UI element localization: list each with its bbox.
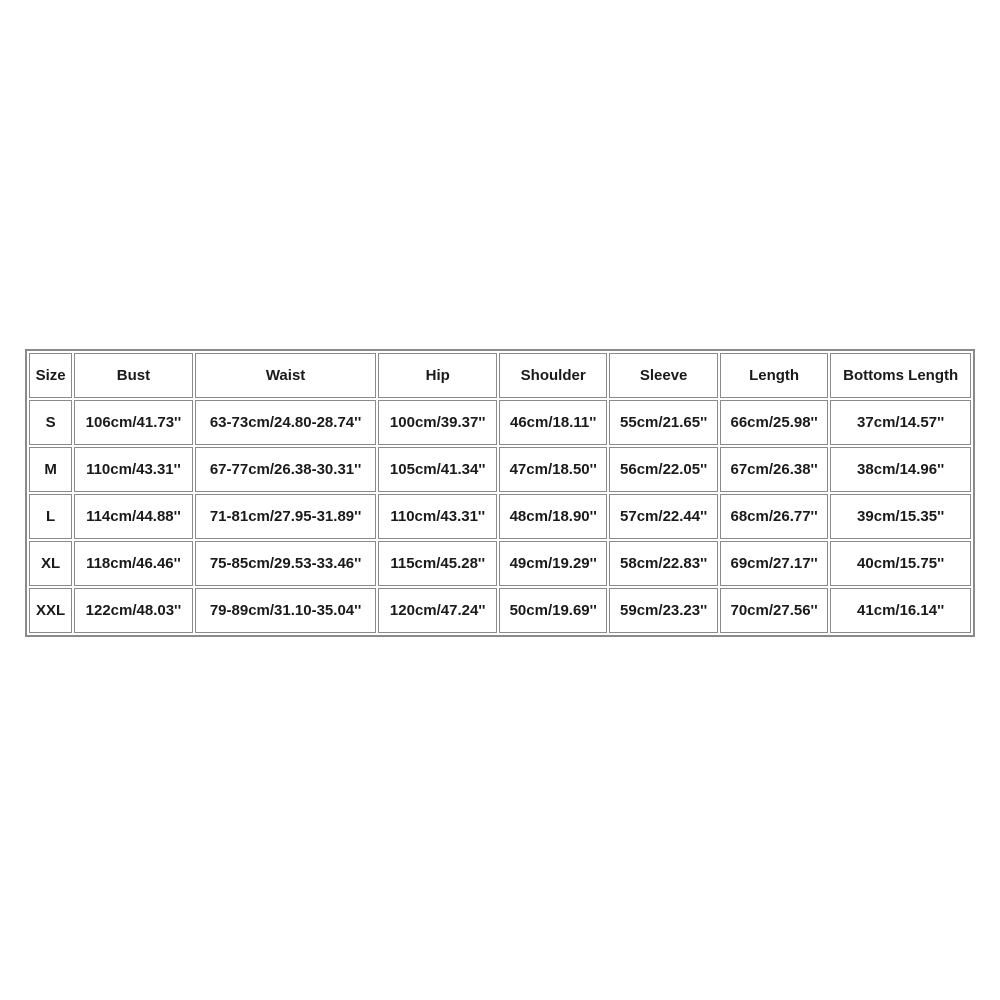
cell-waist: 79-89cm/31.10-35.04'' xyxy=(195,588,377,633)
cell-length: 67cm/26.38'' xyxy=(720,447,828,492)
cell-length: 69cm/27.17'' xyxy=(720,541,828,586)
header-row xyxy=(29,353,971,398)
cell-waist: 67-77cm/26.38-30.31'' xyxy=(195,447,377,492)
cell-bottoms-length: 39cm/15.35'' xyxy=(830,494,971,539)
cell-sleeve: 57cm/22.44'' xyxy=(609,494,717,539)
cell-bust: 118cm/46.46'' xyxy=(74,541,193,586)
header-length: Length xyxy=(720,353,828,398)
cell-bust: 122cm/48.03'' xyxy=(74,588,193,633)
cell-size: L xyxy=(29,494,72,539)
cell-shoulder: 46cm/18.11'' xyxy=(499,400,607,445)
cell-hip: 100cm/39.37'' xyxy=(378,400,497,445)
cell-waist: 71-81cm/27.95-31.89'' xyxy=(195,494,377,539)
cell-sleeve: 59cm/23.23'' xyxy=(609,588,717,633)
table-row xyxy=(29,400,971,445)
cell-bust: 106cm/41.73'' xyxy=(74,400,193,445)
cell-size: XL xyxy=(29,541,72,586)
cell-shoulder: 47cm/18.50'' xyxy=(499,447,607,492)
table-row xyxy=(29,588,971,633)
cell-length: 68cm/26.77'' xyxy=(720,494,828,539)
header-shoulder: Shoulder xyxy=(499,353,607,398)
cell-shoulder: 48cm/18.90'' xyxy=(499,494,607,539)
cell-hip: 110cm/43.31'' xyxy=(378,494,497,539)
header-bottoms-length: Bottoms Length xyxy=(830,353,971,398)
cell-waist: 75-85cm/29.53-33.46'' xyxy=(195,541,377,586)
cell-size: XXL xyxy=(29,588,72,633)
table-row xyxy=(29,541,971,586)
cell-bust: 110cm/43.31'' xyxy=(74,447,193,492)
cell-hip: 115cm/45.28'' xyxy=(378,541,497,586)
cell-sleeve: 56cm/22.05'' xyxy=(609,447,717,492)
cell-sleeve: 55cm/21.65'' xyxy=(609,400,717,445)
cell-bust: 114cm/44.88'' xyxy=(74,494,193,539)
header-size: Size xyxy=(29,353,72,398)
header-hip: Hip xyxy=(378,353,497,398)
cell-shoulder: 50cm/19.69'' xyxy=(499,588,607,633)
cell-hip: 120cm/47.24'' xyxy=(378,588,497,633)
cell-hip: 105cm/41.34'' xyxy=(378,447,497,492)
cell-bottoms-length: 41cm/16.14'' xyxy=(830,588,971,633)
cell-sleeve: 58cm/22.83'' xyxy=(609,541,717,586)
cell-bottoms-length: 40cm/15.75'' xyxy=(830,541,971,586)
cell-size: M xyxy=(29,447,72,492)
cell-bottoms-length: 38cm/14.96'' xyxy=(830,447,971,492)
size-chart-table xyxy=(25,349,975,637)
cell-bottoms-length: 37cm/14.57'' xyxy=(830,400,971,445)
table-row xyxy=(29,494,971,539)
header-bust: Bust xyxy=(74,353,193,398)
cell-length: 70cm/27.56'' xyxy=(720,588,828,633)
cell-size: S xyxy=(29,400,72,445)
cell-length: 66cm/25.98'' xyxy=(720,400,828,445)
cell-shoulder: 49cm/19.29'' xyxy=(499,541,607,586)
header-waist: Waist xyxy=(195,353,377,398)
cell-waist: 63-73cm/24.80-28.74'' xyxy=(195,400,377,445)
table-row xyxy=(29,447,971,492)
header-sleeve: Sleeve xyxy=(609,353,717,398)
